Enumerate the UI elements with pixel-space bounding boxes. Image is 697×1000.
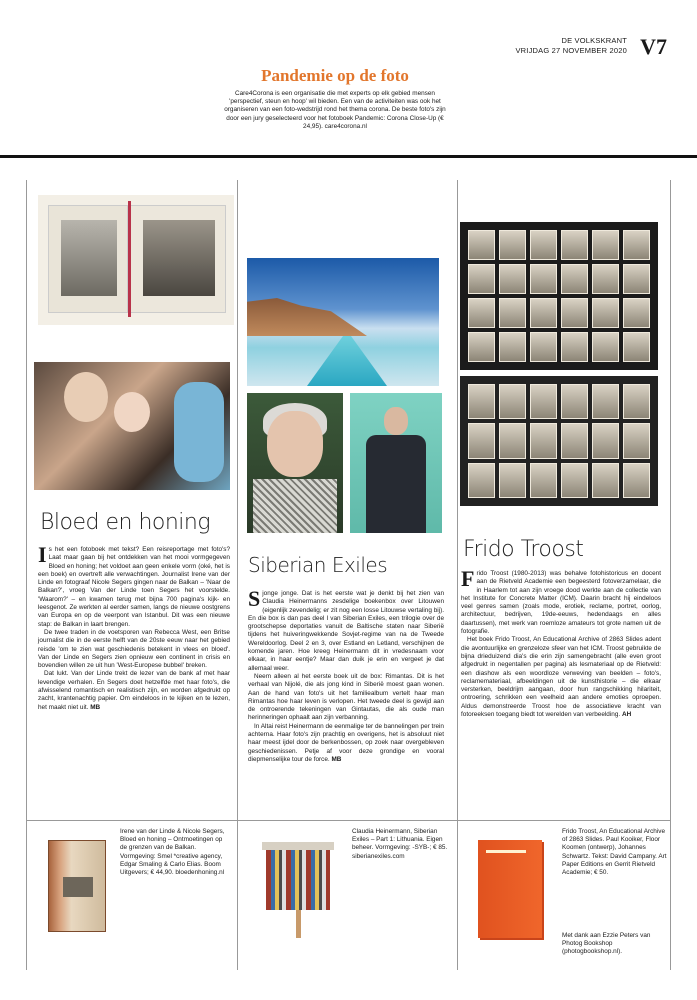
portrait-woman-photo	[247, 393, 343, 533]
dropcap: S	[248, 586, 261, 611]
article-body-1	[38, 542, 230, 712]
article-body-3	[461, 566, 661, 719]
headline-frido-troost: Frido Troost	[463, 537, 584, 562]
dropcap: I	[38, 542, 47, 567]
author-initials: AH	[621, 711, 632, 719]
book-info-3: Frido Troost, An Educational Archive of 2863 Slides. Paul Kooiker, Floor Koomen (ontwerp), Johannes Schwartz. Tekst: David Campany. Art Paper Editions en Gerrit Rietveld Academie; € 50.	[562, 828, 667, 877]
book-info-2: Claudia Heinermann, Siberian Exiles – Part 1: Lithuania. Eigen beheer. Vormgeving: -SYB-; € 85. siberianexiles.com	[352, 828, 448, 860]
paper-name: DE VOLKSKRANT	[561, 36, 627, 45]
paragraph: Neem alleen al het eerste boek uit de box: Rimantas. Dit is het verhaal van Nijolé, die als jong kind in Siberië moest gaan wonen. Aan de hand van foto's uit het familiealbum vertelt haar man Rimantas hoe haar leven is verlopen. Het tweede deel is gewijd aan de ontroerende tekeningen van Gintautas, die als oude man herinneringen ophaalt aan zijn verbanning.	[248, 672, 444, 722]
intro-title: Pandemie op de foto	[261, 66, 409, 85]
boxset-photo-siberian-exiles	[262, 842, 334, 938]
author-initials: MB	[90, 703, 101, 711]
intro-block	[220, 66, 450, 131]
portrait-man-photo	[350, 393, 442, 533]
frozen-lake-photo	[247, 258, 439, 386]
paragraph: rido Troost (1980-2013) was behalve fotohistoricus en docent aan de Rietveld Academie een begeesterd fotoverzamelaar, die in Haarlem tot aan zijn vroege dood werkte aan de collectie van het Institute for Concrete Matter (ICM). Daarin bracht hij eindeloos veel genres samen (zoals mode, erotiek, reclame, portret, oorlog, architectuur, bedrijven, 19de-eeuws, hedendaags en alles daartussen), met werk van roemloze amateurs tot grote namen uit de fotografie.	[461, 570, 661, 636]
bottom-rule	[26, 820, 671, 821]
open-book-photo	[38, 195, 234, 325]
dropcap: F	[461, 566, 475, 591]
issue-date: VRIJDAG 27 NOVEMBER 2020	[515, 46, 627, 55]
intro-text: Care4Corona is een organisatie die met experts op elk gebied mensen 'perspectief, steun en hoop' wil bieden. Een van de activiteiten was ook het organiseren van een foto-wedstrijd rond het thema corona. De beste foto's zijn door een jury geselecteerd voor het fotoboek Pandemic: Corona Close-Up (€ 24,95). care4corona.nl	[224, 90, 446, 130]
headline-siberian-exiles: Siberian Exiles	[248, 553, 388, 577]
headline-bloed-en-honing: Bloed en honing	[40, 510, 211, 535]
masthead	[515, 36, 627, 56]
paragraph: jonge jonge. Dat is het eerste wat je denkt bij het zien van Claudia Heinermanns zesdelige boekenbox over Litouwen (eigenlijk zevendelig; er zit nog een losse Litouwse vertaling bij). En die box is dan pas deel I van Siberian Exiles, een trilogie over de grootschepse deportaties vanuit de Baltische staten naar Siberië tijdens het huiveringwekkende Sovjet-regime van na de Tweede Wereldoorlog. Deel 2 en 3, over Estland en Letland, verschijnen de komende jaren. Hoe kreeg Heinermann dit in vredesnaam voor elkaar, in haar eentje? Maar dan duik je erin en vergeet je dat allemaal weer.	[248, 590, 444, 672]
paragraph: De twee traden in de voetsporen van Rebecca West, een Britse journalist die in de eerste helft van de 20ste eeuw naar het gebied reisde 'om te zien wat geschiedenis betekent in vlees en bloed'. Van der Linde en Segers zien opnieuw een continent in crisis en bovendien willen ze uit hun 'West-Europese bubbel' breken.	[38, 628, 230, 670]
page-number: V7	[640, 34, 667, 59]
book-info-1: Irene van der Linde & Nicole Segers, Bloed en honing – Ontmoetingen op de grenzen van de Balkan. Vormgeving: Smel *creative agency, Edgar Smaling & Carlo Elias. Boom Uitgevers; € 44,90. bloedenhoning.nl	[120, 828, 225, 877]
author-initials: MB	[331, 755, 342, 763]
paragraph: s het een fotoboek met tekst? Een reisreportage met foto's? Laat maar gaan bij het ontdekken van het mooi vormgegeven Bloed en honing; het voldoet aan geen enkele vorm (oké, het is een boek) en overtreft alle verwachtingen. Journalist Irene van der Linde en fotograaf Nicole Segers gingen naar de Balkan – 'Naar de Balkan?', vroeg Van der Linde toen Segers het voorstelde. 'Waarom?' – en kwamen terug met bijna 700 pagina's kijk- en leesgenot. Ze werkten al eerder samen, langs de nieuwe oostgrens van Europa en op de veerpont van Istanbul. Dit was een nieuwe stap: de Balkan in laart brengen.	[38, 546, 230, 628]
book-cover-bloed-en-honing	[48, 840, 106, 932]
paragraph: Het boek Frido Troost, An Educational Archive of 2863 Slides adent die avontuurlijke en grenzeloze sfeer van het ICM. Troost gebruikte de bijna drieduizend dia's die erin zijn samengebracht (alle even groot afgedrukt in negentallen per pagina) als lesmateriaal op de Rietveld: een diashow als een woordloze verweving van beelden – foto's, reclamemateriaal, afbeeldingen uit de kunsthistorie – die elkaar versterken, beeldrijm aangaan, door hun rangschikking hilariteit, ontroering, schrikken een veelheid aan andere emoties oproepen. Aldus demonstreerde Troost hoe de associatieve kracht van fotoreeksen toegang biedt tot werelden van verbeelding.	[461, 636, 661, 719]
slides-spread-photo-1	[460, 222, 658, 370]
credit-line: Met dank aan Ezzie Peters van Photog Bookshop (photogbookshop.nl).	[562, 932, 651, 956]
paragraph: In Altai reist Heinermann de eenmalige ter de bannelingen per trein achterna. Haar foto's zijn prachtig en overigens, het is absoluut niet haar meest ijdel door de berkenbossen, op zoek naar overgebleven geschiedenissen. Petje af voor deze grondige en vooral diepmenselijke tour de force.	[248, 722, 444, 763]
article-body-2	[248, 586, 444, 764]
book-cover-frido-troost	[478, 840, 542, 938]
slides-spread-photo-2	[460, 376, 658, 506]
paragraph: Dat lukt. Van der Linde trekt de lezer van de bank af met haar levendige verhalen. En Segers doet hetzelfde met haar foto's, die afwisselend romantisch en realistisch zijn, en worden afgedrukt op zacht, krantenachtig papier. Om eindeloos in te kijken en te lezen, het maakt niet uit.	[38, 670, 230, 711]
crowd-photo	[34, 362, 230, 490]
top-rule	[0, 155, 697, 158]
